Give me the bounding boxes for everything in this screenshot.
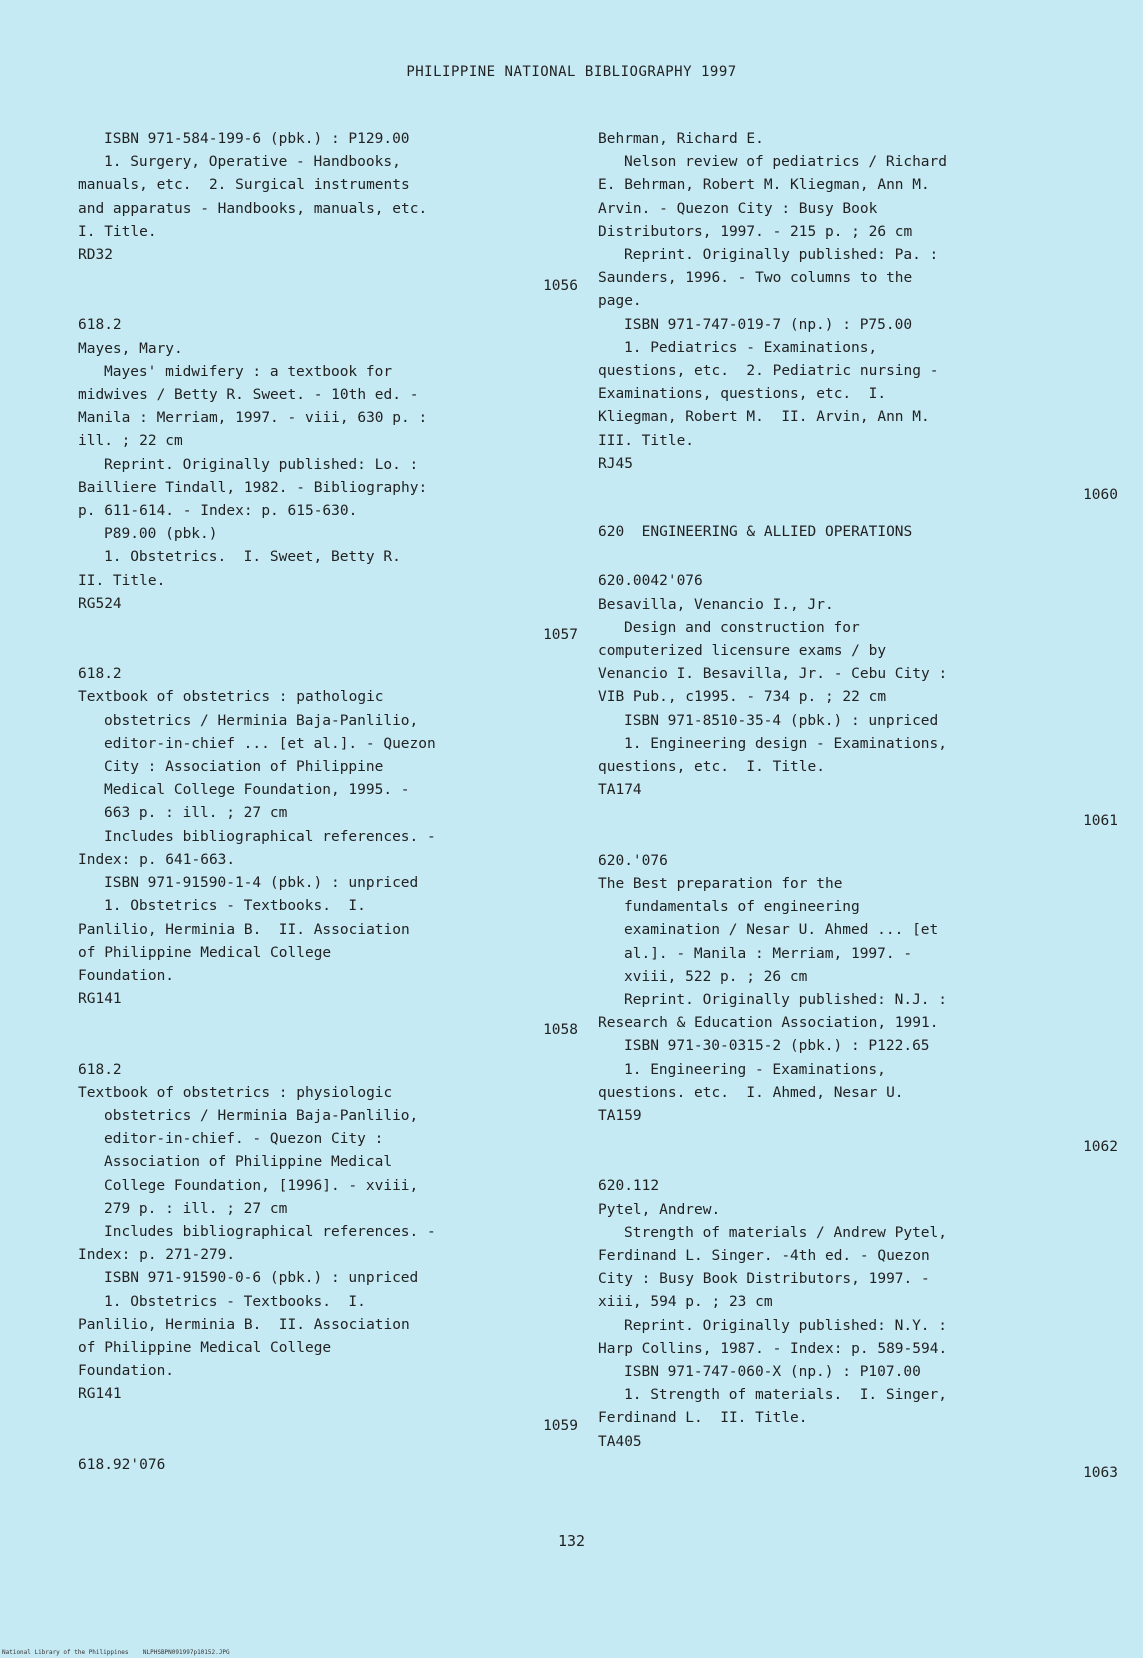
entry-line: xiii, 594 p. ; 23 cm: [598, 1294, 773, 1311]
entry-line: Arvin. - Quezon City : Busy Book: [598, 200, 878, 217]
entry-number: 1058: [543, 1022, 578, 1039]
entry-line: page.: [598, 293, 642, 310]
entry-line: obstetrics / Herminia Baja-Panlilio,: [104, 1107, 419, 1124]
entry-line: of Philippine Medical College: [78, 944, 332, 961]
entry-line: Includes bibliographical references. -: [104, 828, 436, 845]
entry-line: Venancio I. Besavilla, Jr. - Cebu City :: [598, 666, 948, 683]
classification-number: 620.0042'076: [598, 573, 703, 590]
right-column: [598, 128, 1118, 1499]
entry-line: Nelson review of pediatrics / Richard: [624, 154, 948, 171]
entry-line: Panlilio, Herminia B. II. Association: [78, 1316, 410, 1333]
entry-line: ill. ; 22 cm: [78, 433, 183, 450]
entry-line: Mayes, Mary.: [78, 340, 183, 357]
entry-line: 663 p. : ill. ; 27 cm: [104, 805, 288, 822]
entry-line: The Best preparation for the: [598, 875, 843, 892]
entry-line: p. 611-614. - Index: p. 615-630.: [78, 503, 358, 520]
classification-number: 618.92'076: [78, 1456, 166, 1473]
entry-line: Reprint. Originally published: Lo. :: [104, 456, 419, 473]
entry-line: ISBN 971-584-199-6 (pbk.) : P129.00: [104, 131, 410, 147]
entry-line: RG524: [78, 595, 122, 612]
entry-line: Foundation.: [78, 1363, 175, 1380]
entry-line: ISBN 971-91590-1-4 (pbk.) : unpriced: [104, 875, 419, 892]
entry-line: 1. Strength of materials. I. Singer,: [624, 1387, 948, 1404]
entry-line: RG141: [78, 991, 122, 1008]
entry-line: ISBN 971-91590-0-6 (pbk.) : unpriced: [104, 1270, 419, 1287]
entry-line: 1. Engineering design - Examinations,: [624, 735, 948, 752]
entry-line: Reprint. Originally published: Pa. :: [624, 247, 939, 264]
entry-line: City : Association of Philippine: [104, 759, 384, 776]
entry-line: Pytel, Andrew.: [598, 1201, 721, 1218]
entry-line: TA159: [598, 1107, 642, 1124]
entry-line: Reprint. Originally published: N.J. :: [624, 991, 948, 1008]
entry-line: 1. Obstetrics - Textbooks. I.: [104, 1293, 366, 1310]
entry-line: al.]. - Manila : Merriam, 1997. -: [624, 945, 913, 962]
entry-line: 1. Surgery, Operative - Handbooks,: [104, 154, 401, 171]
entry-line: of Philippine Medical College: [78, 1339, 332, 1356]
entry-line: III. Title.: [598, 432, 695, 449]
entry-line: Includes bibliographical references. -: [104, 1223, 436, 1240]
entry-line: Foundation.: [78, 967, 175, 984]
entry-number: 1060: [1083, 487, 1118, 504]
entry-line: 1. Obstetrics - Textbooks. I.: [104, 898, 366, 915]
entry-line: Textbook of obstetrics : physiologic: [78, 1084, 393, 1101]
page-header: PHILIPPINE NATIONAL BIBLIOGRAPHY 1997: [406, 64, 737, 80]
entry-line: Ferdinand L. Singer. -4th ed. - Quezon: [598, 1247, 930, 1264]
entry-line: obstetrics / Herminia Baja-Panlilio,: [104, 712, 419, 729]
entry-line: Ferdinand L. II. Title.: [598, 1410, 808, 1427]
entry-line: Index: p. 271-279.: [78, 1247, 236, 1264]
classification-number: 618.2: [78, 317, 122, 334]
entry-line: Distributors, 1997. - 215 p. ; 26 cm: [598, 223, 913, 240]
entry-line: examination / Nesar U. Ahmed ... [et: [624, 922, 939, 939]
bibliography-entry: [78, 128, 578, 298]
entry-line: editor-in-chief. - Quezon City :: [104, 1131, 384, 1148]
entry-line: Bailliere Tindall, 1982. - Bibliography:: [78, 479, 428, 496]
entry-line: Textbook of obstetrics : pathologic: [78, 689, 384, 706]
entry-line: TA174: [598, 782, 642, 799]
bibliography-entry: [78, 1454, 578, 1477]
entry-line: Harp Collins, 1987. - Index: p. 589-594.: [598, 1340, 948, 1357]
bibliography-entry: [78, 1059, 578, 1438]
entry-line: questions. etc. I. Ahmed, Nesar U.: [598, 1084, 904, 1101]
entry-line: Mayes' midwifery : a textbook for: [104, 363, 393, 380]
entry-line: Medical College Foundation, 1995. -: [104, 782, 410, 799]
entry-line: Strength of materials / Andrew Pytel,: [624, 1224, 948, 1241]
entry-line: Examinations, questions, etc. I.: [598, 386, 887, 403]
entry-number: 1059: [543, 1417, 578, 1434]
entry-line: Saunders, 1996. - Two columns to the: [598, 270, 913, 287]
entry-line: 279 p. : ill. ; 27 cm: [104, 1200, 288, 1217]
entry-line: P89.00 (pbk.): [104, 526, 218, 543]
entry-number: 1062: [1083, 1139, 1118, 1156]
entry-line: ISBN 971-30-0315-2 (pbk.) : P122.65: [624, 1038, 930, 1055]
classification-number: 620.112: [598, 1178, 660, 1195]
entry-line: Research & Education Association, 1991.: [598, 1015, 939, 1032]
entry-line: Besavilla, Venancio I., Jr.: [598, 596, 834, 613]
entry-line: and apparatus - Handbooks, manuals, etc.: [78, 200, 428, 217]
entry-line: xviii, 522 p. ; 26 cm: [624, 968, 808, 985]
entry-line: 1. Pediatrics - Examinations,: [624, 339, 878, 356]
entry-line: E. Behrman, Robert M. Kliegman, Ann M.: [598, 177, 930, 194]
bibliography-entry: [598, 570, 1118, 833]
entry-number: 1063: [1083, 1464, 1118, 1481]
entry-line: fundamentals of engineering: [624, 899, 860, 916]
entry-line: Index: p. 641-663.: [78, 851, 236, 868]
bibliography-entry: [598, 850, 1118, 1160]
entry-line: RJ45: [598, 455, 633, 472]
entry-line: 1. Engineering - Examinations,: [624, 1061, 886, 1078]
entry-line: Design and construction for: [624, 619, 860, 636]
entry-line: VIB Pub., c1995. - 734 p. ; 22 cm: [598, 689, 887, 706]
entry-line: Manila : Merriam, 1997. - viii, 630 p. :: [78, 410, 428, 427]
entry-line: ISBN 971-747-019-7 (np.) : P75.00: [624, 316, 913, 333]
entry-number: 1056: [543, 278, 578, 295]
entry-line: editor-in-chief ... [et al.]. - Quezon: [104, 735, 436, 752]
page-number: 132: [557, 1532, 586, 1550]
bibliography-entry: [78, 314, 578, 647]
classification-number: 618.2: [78, 1061, 122, 1078]
entry-line: TA405: [598, 1433, 642, 1450]
section-heading: 620 ENGINEERING & ALLIED OPERATIONS: [598, 524, 913, 541]
bibliography-entry: [78, 663, 578, 1042]
entry-line: midwives / Betty R. Sweet. - 10th ed. -: [78, 387, 419, 404]
entry-line: computerized licensure exams / by: [598, 643, 887, 660]
entry-line: II. Title.: [78, 572, 166, 589]
entry-number: 1061: [1083, 813, 1118, 830]
entry-line: manuals, etc. 2. Surgical instruments: [78, 177, 410, 194]
entry-line: I. Title.: [78, 223, 157, 240]
entry-line: Association of Philippine Medical: [104, 1154, 393, 1171]
entry-line: ISBN 971-747-060-X (np.) : P107.00: [624, 1363, 921, 1380]
classification-number: 620.'076: [598, 852, 668, 869]
left-column: [78, 128, 578, 1491]
entry-line: College Foundation, [1996]. - xviii,: [104, 1177, 419, 1194]
entry-number: 1057: [543, 627, 578, 644]
entry-line: Behrman, Richard E.: [598, 131, 764, 147]
entry-line: Reprint. Originally published: N.Y. :: [624, 1317, 948, 1334]
scan-footer: National Library of the Philippines NLPHSBPN091997p10152.JPG: [2, 1649, 230, 1656]
entry-line: 1. Obstetrics. I. Sweet, Betty R.: [104, 549, 401, 566]
entry-line: Panlilio, Herminia B. II. Association: [78, 921, 410, 938]
bibliography-entry: [598, 1175, 1118, 1485]
classification-number: 618.2: [78, 666, 122, 683]
entry-line: City : Busy Book Distributors, 1997. -: [598, 1271, 930, 1288]
bibliography-entry: [598, 128, 1118, 507]
entry-line: questions, etc. I. Title.: [598, 759, 825, 776]
entry-line: RG141: [78, 1386, 122, 1403]
entry-line: RD32: [78, 247, 113, 264]
entry-line: questions, etc. 2. Pediatric nursing -: [598, 363, 939, 380]
entry-line: ISBN 971-8510-35-4 (pbk.) : unpriced: [624, 712, 939, 729]
entry-line: Kliegman, Robert M. II. Arvin, Ann M.: [598, 409, 930, 426]
